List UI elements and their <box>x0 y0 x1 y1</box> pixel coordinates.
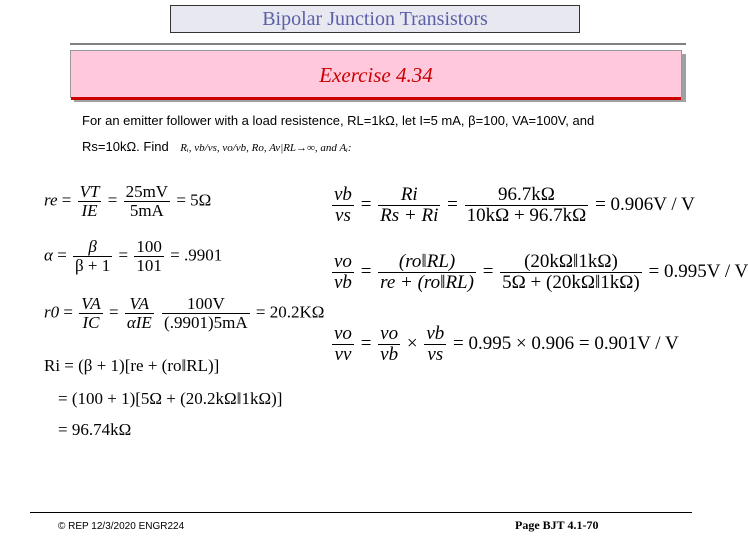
eq-vovb-result: 0.995V / V <box>663 260 748 282</box>
footer-copyright: © REP 12/3/2020 ENGR224 <box>58 521 185 532</box>
eq-alpha-result: .9901 <box>183 245 223 265</box>
eq-ri-line1: Ri = (β + 1)[re + (ro‖RL)] <box>44 356 220 375</box>
eq-alpha-f1d: β + 1 <box>75 255 111 275</box>
eq-re-result: 5Ω <box>190 190 212 210</box>
slide-header <box>170 5 580 33</box>
eq-alpha: α = $\frac{\beta}{\beta + 1}$ = $\frac{100}{101}$ = .9901 <box>44 237 223 275</box>
eq-vbvs-f2n: 96.7kΩ <box>465 185 589 206</box>
eq-vo-vs: $\frac{vo}{vv}$ = $\frac{vo}{vb}$ × $\frac{vb}{vs}$ = 0.995 × 0.906 = 0.901V / V <box>334 323 679 365</box>
eq-r0: r0 = $\frac{VA}{IC}$ = VA αIE $\frac{100V}{(.9901)5mA}$ = 20.2KΩ <box>44 294 325 332</box>
eq-r0-f2n: VA <box>125 295 154 314</box>
header-title: Bipolar Junction Transistors <box>262 8 488 30</box>
eq-vovb-f1n: (ro‖RL) <box>378 252 476 273</box>
exercise-title: Exercise 4.34 <box>319 63 433 87</box>
eq-vb-vs: $\frac{vb}{vs}$ = $\frac{Ri}{Rs + Ri}$ = $\frac{96.7k\Omega}{10k\Omega + 96.7k\Omega}$ = 0.906V / V <box>334 184 695 226</box>
problem-prefix: Rs=10kΩ. Find <box>82 139 169 154</box>
eq-vovs-bd: vs <box>427 343 444 365</box>
eq-vbvs-result: 0.906V / V <box>610 193 695 215</box>
eq-vovs-ld: vv <box>334 343 352 365</box>
eq-alpha-lhs: α <box>44 245 53 265</box>
eq-vovb-ld: vb <box>334 271 352 293</box>
eq-vovs-an: vo <box>380 323 399 344</box>
eq-re-f2n: 25mV <box>125 182 169 201</box>
eq-vovb-f2n: (20kΩ‖1kΩ) <box>500 252 642 273</box>
eq-re-f2d: 5mA <box>129 200 164 220</box>
eq-ri-line3: = 96.74kΩ <box>58 420 132 439</box>
eq-ri-line2: = (100 + 1)[5Ω + (20.2kΩ‖1kΩ)] <box>58 389 283 408</box>
eq-re-f1n: VT <box>79 182 100 201</box>
eq-vbvs-ln: vb <box>334 184 352 205</box>
eq-vbvs-f1n: Ri <box>378 185 440 206</box>
eq-r0-f3d: (.9901)5mA <box>164 312 248 332</box>
problem-statement-line2 <box>82 139 352 154</box>
eq-r0-f1n: VA <box>81 294 101 313</box>
eq-vovb-ln: vo <box>334 251 352 272</box>
eq-r0-f1d: IC <box>82 312 100 332</box>
eq-vbvs-f2d: 10kΩ + 96.7kΩ <box>466 204 587 226</box>
eq-vovb-f1d: re + (ro‖RL) <box>380 271 474 293</box>
eq-re: re = $\frac{VT}{IE}$ = $\frac{25mV}{5mA}$ = 5Ω <box>44 182 212 220</box>
eq-vbvs-ld: vs <box>335 204 351 226</box>
eq-re-lhs: re <box>44 190 58 210</box>
eq-alpha-f2d: 101 <box>136 255 162 275</box>
eq-vovs-result: 0.995 × 0.906 = 0.901V / V <box>468 332 679 354</box>
eq-alpha-f2n: 100 <box>136 237 162 256</box>
eq-re-f1d: IE <box>81 200 98 220</box>
header-divider <box>70 43 686 45</box>
eq-vovs-bn: vb <box>426 323 445 344</box>
eq-vo-vb: $\frac{vo}{vb}$ = $\frac{(ro‖RL)}{re + (ro‖RL)}$ = $\frac{(20k\Omega‖1k\Omega)}{5\Omega + (20k\Omega‖1k\Omega)}$ = 0.995V / V <box>334 251 748 293</box>
eq-vovs-ln: vo <box>334 323 352 344</box>
eq-r0-lhs: r0 <box>44 302 60 322</box>
problem-statement-line1: For an emitter follower with a load resistence, RL=1kΩ, let I=5 mA, β=100, VA=100V, and <box>82 113 595 128</box>
eq-r0-f2d: αIE <box>126 312 152 332</box>
footer-divider <box>30 512 692 513</box>
problem-find-terms: Rᵢ, vb/vs, vo/vb, Ro, Av|RL→∞, and Aᵢ: <box>180 142 352 154</box>
eq-vovb-f2d: 5Ω + (20kΩ‖1kΩ) <box>502 271 640 293</box>
eq-r0-f3n: 100V <box>162 295 250 314</box>
eq-vbvs-f1d: Rs + Ri <box>380 204 439 226</box>
eq-alpha-f1n: β <box>73 238 112 257</box>
exercise-banner <box>70 50 682 98</box>
exercise-underline <box>71 97 681 100</box>
eq-vovs-ad: vb <box>380 343 399 365</box>
footer-page-number: Page BJT 4.1-70 <box>515 518 599 532</box>
eq-r0-result: 20.2KΩ <box>269 302 325 322</box>
